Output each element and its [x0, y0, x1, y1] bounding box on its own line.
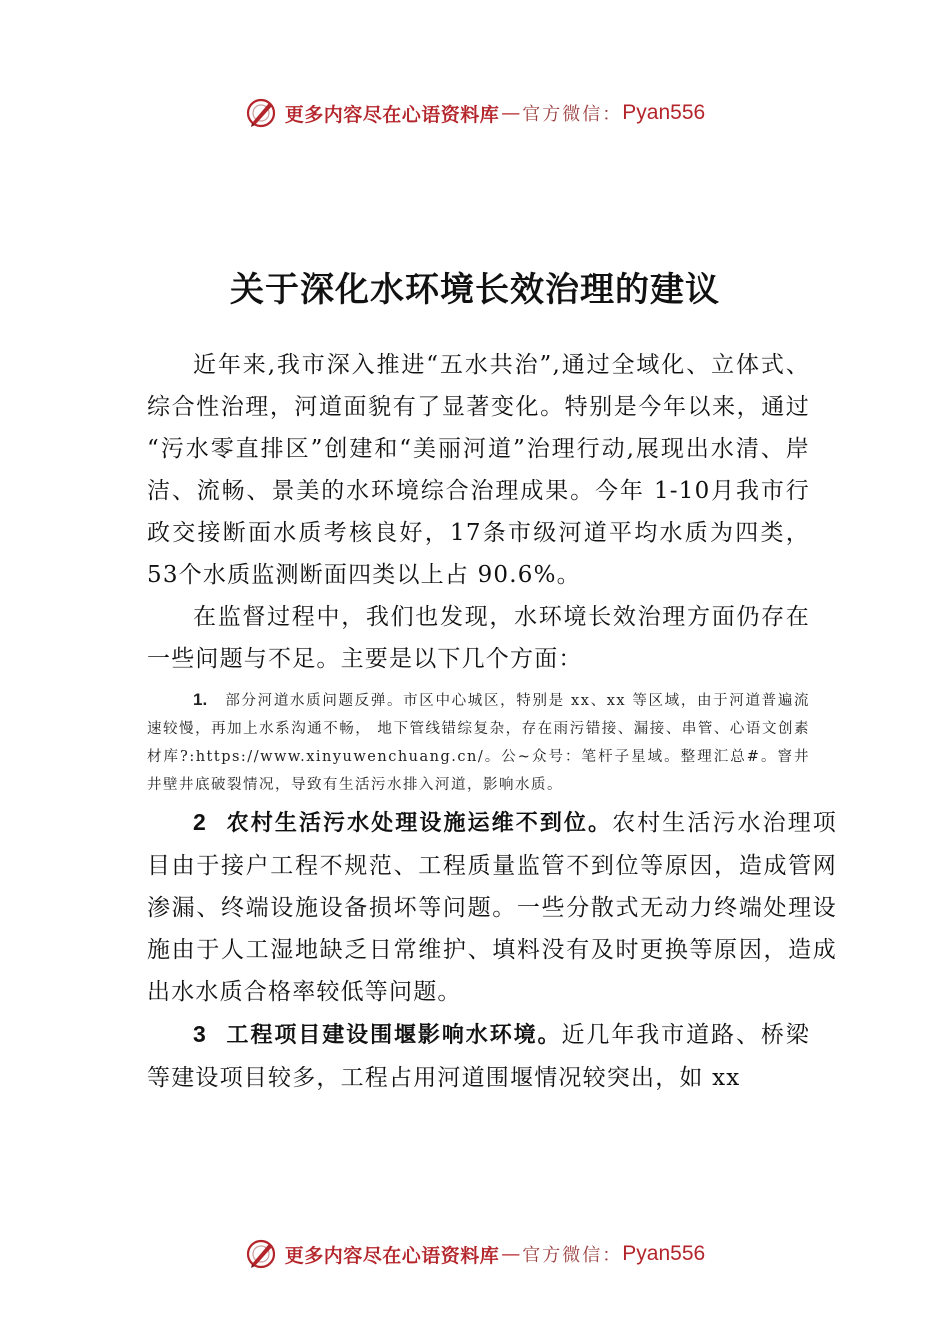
pen-logo-icon — [245, 1238, 277, 1270]
watermark-dash: — — [501, 1243, 521, 1265]
list-item-1 — [147, 686, 810, 799]
list-item-3-lead: 工程项目建设围堰影响水环境。 — [225, 1023, 562, 1048]
list-item-2-text: 农村生活污水治理项目由于接户工程不规范、工程质量监管不到位等原因，造成管网渗漏、终端设施设备损坏等问题。一些分散式无动力终端处理设施由于人工湿地缺乏日常维护、填料没有及时更换等原因，造成出水水质合格率较低等问题。 — [147, 810, 837, 1005]
problems-intro-paragraph: 在监督过程中，我们也发现，水环境长效治理方面仍存在一些问题与不足。主要是以下几个方面： — [147, 604, 810, 672]
watermark-wechat-label: 官方微信： — [522, 1245, 623, 1266]
list-item-2 — [147, 801, 837, 1013]
watermark-wechat-id: Pyan556 — [622, 101, 706, 124]
watermark-banner-top — [0, 93, 950, 133]
list-item-2-lead: 农村生活污水处理设施运维不到位。 — [225, 811, 613, 836]
watermark-wechat-label: 官方微信： — [522, 104, 623, 125]
document-body — [147, 344, 837, 1099]
list-item-3-number: 3 — [193, 1021, 206, 1047]
pen-logo-icon — [245, 97, 277, 129]
list-item-1-number: 1. — [193, 690, 208, 709]
list-item-1-text: 部分河道水质问题反弹。市区中心城区，特别是 xx、xx 等区域，由于河道普遍流速较慢，再加上水系沟通不畅， 地下管线错综复杂，存在雨污错接、漏接、串管、心语文创素材库?:https://www.xinyuwenchuang.cn/。公~众号：笔杆子星域。整理汇总#。窨井井壁井底破裂情况，导致有生活污水排入河道，影响水质。 — [147, 693, 810, 793]
list-item-3-text: 近几年我市道路、桥梁等建设项目较多，工程占用河道围堰情况较突出，如 xx — [147, 1022, 810, 1091]
list-item-3 — [147, 1013, 810, 1099]
watermark-brand: 更多内容尽在心语资料库 — [284, 1244, 500, 1267]
watermark-wechat-id: Pyan556 — [622, 1242, 706, 1265]
watermark-banner-bottom — [0, 1234, 950, 1274]
list-item-2-number: 2 — [193, 809, 206, 835]
watermark-dash: — — [501, 102, 521, 124]
watermark-brand: 更多内容尽在心语资料库 — [284, 103, 500, 126]
document-title: 关于深化水环境长效治理的建议 — [230, 270, 720, 310]
intro-paragraph: 近年来,我市深入推进“五水共治”,通过全域化、立体式、综合性治理，河道面貌有了显著变化。特别是今年以来，通过 “污水零直排区”创建和“美丽河道”治理行动,展现出水清、岸洁、流畅、景美的水环境综合治理成果。今年 1-10月我市行政交接断面水质考核良好，17条市级河道平均水质为四类，53个水质监测断面四类以上占 90.6%。 — [147, 352, 810, 588]
